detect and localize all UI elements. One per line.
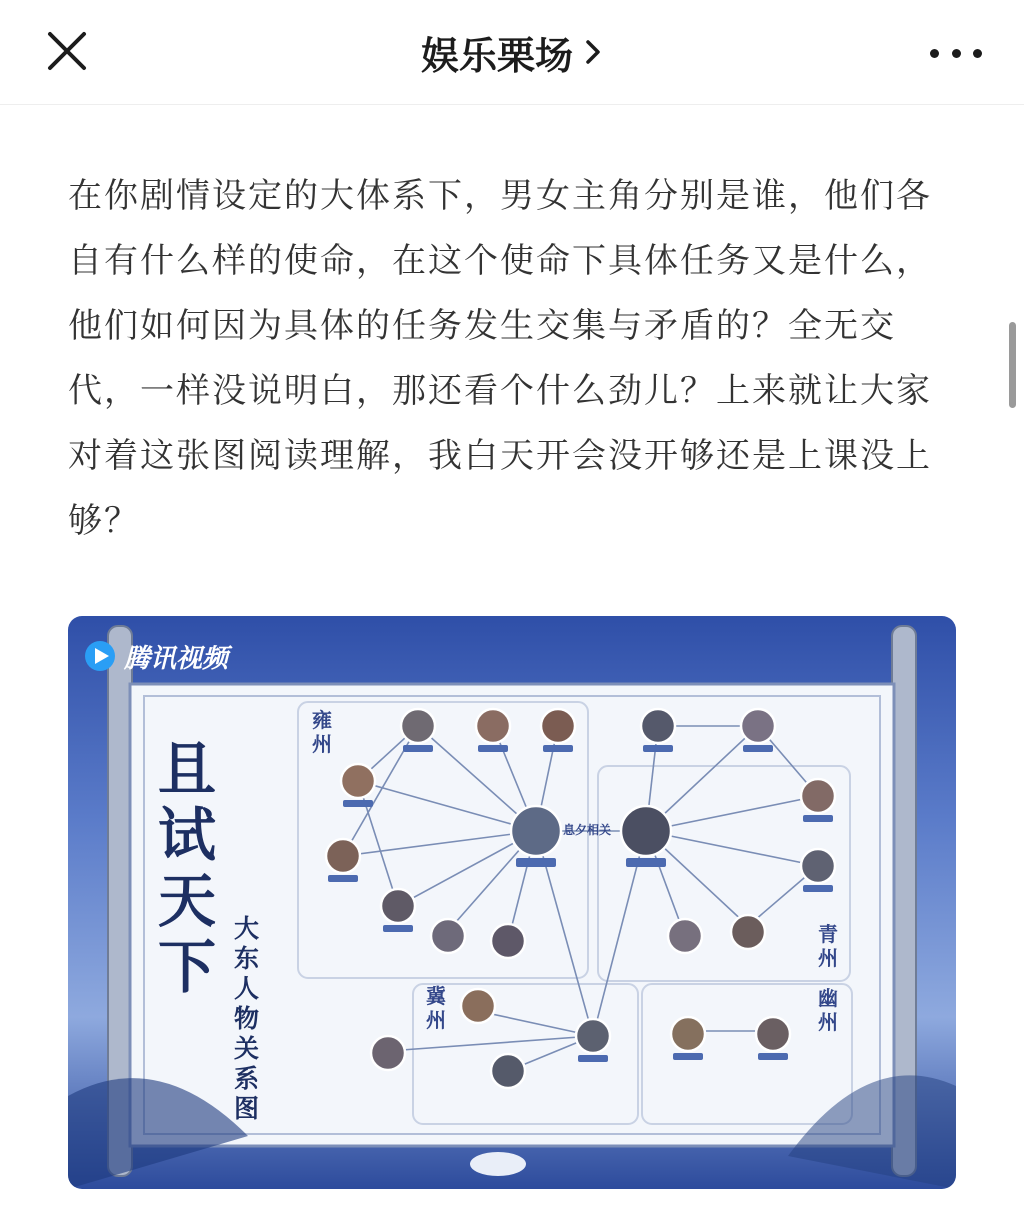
center-relation-label: 息夕相关 bbox=[563, 823, 612, 837]
more-dot-icon bbox=[930, 49, 939, 58]
close-icon bbox=[44, 28, 90, 74]
chart-subtitle: 大东人物关系图 bbox=[234, 914, 260, 1123]
region-label-you: 幽州 bbox=[818, 986, 838, 1034]
play-logo-icon bbox=[85, 641, 115, 671]
region-label-qing: 青州 bbox=[818, 922, 838, 970]
more-options-button[interactable] bbox=[930, 40, 982, 66]
account-name: 娱乐栗场 bbox=[420, 33, 573, 78]
more-dot-icon bbox=[973, 49, 982, 58]
account-title-link[interactable] bbox=[421, 25, 603, 80]
close-button[interactable] bbox=[44, 28, 90, 74]
avatar-female-lead bbox=[621, 806, 671, 856]
relationship-chart-image[interactable] bbox=[68, 616, 956, 1189]
scrollbar-thumb[interactable] bbox=[1009, 322, 1016, 408]
watermark-text: 腾讯视频 bbox=[124, 644, 229, 674]
decor-stone bbox=[470, 1152, 526, 1176]
article-paragraph: 在你剧情设定的大体系下，男女主角分别是谁，他们各自有什么样的使命，在这个使命下具体任务又是什么，他们如何因为具体的任务发生交集与矛盾的？全无交代，一样没说明白，那还看个什么劲儿？上来就让大家对着这张图阅读理解，我白天开会没开够还是上课没上够？ bbox=[68, 176, 932, 541]
avatar-male-lead bbox=[511, 806, 561, 856]
top-bar bbox=[0, 0, 1024, 105]
region-label-yong: 雍州 bbox=[312, 708, 332, 756]
region-label-ji: 冀州 bbox=[426, 984, 446, 1032]
chevron-right-icon bbox=[583, 37, 603, 67]
more-dot-icon bbox=[952, 49, 961, 58]
drama-logo-title: 且试天下 bbox=[158, 735, 217, 1001]
